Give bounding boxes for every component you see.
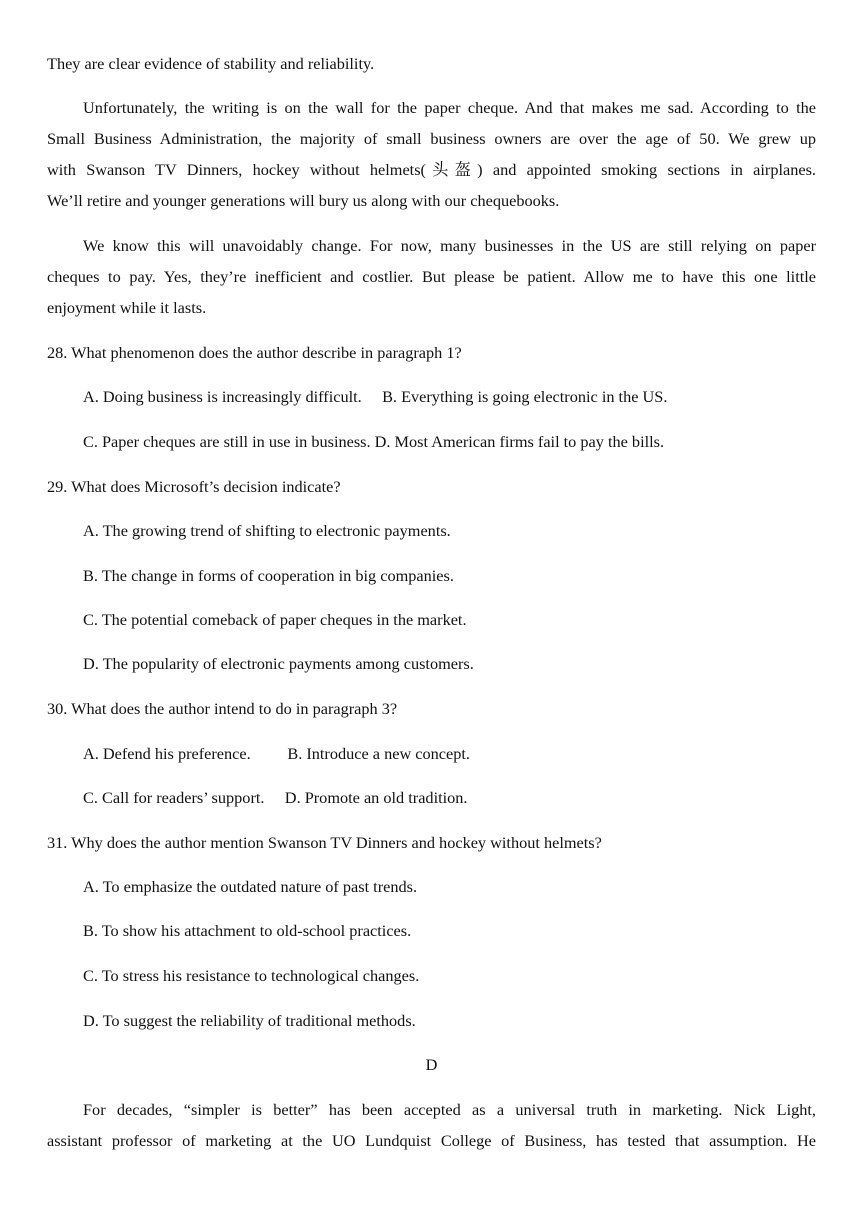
- answer-option: C. Paper cheques are still in use in business. D. Most American firms fail to pay the bills.: [83, 432, 665, 451]
- answer-option: D. To suggest the reliability of traditional methods.: [83, 1011, 416, 1030]
- answer-option: C. Call for readers’ support. D. Promote an old tradition.: [83, 788, 468, 807]
- paragraph-line: cheques to pay. Yes, they’re inefficient and costlier. But please be patient. Allow me to have this one little: [47, 267, 816, 286]
- paragraph-line: Unfortunately, the writing is on the wall for the paper cheque. And that makes me sad. According to the: [83, 98, 816, 117]
- paragraph-line: Small Business Administration, the majority of small business owners are over the age of 50. We grew up: [47, 129, 816, 148]
- paragraph-line: enjoyment while it lasts.: [47, 298, 207, 317]
- answer-option: A. To emphasize the outdated nature of past trends.: [83, 877, 418, 896]
- section-heading: D: [425, 1055, 438, 1074]
- answer-option: B. To show his attachment to old-school practices.: [83, 921, 412, 940]
- answer-option: A. The growing trend of shifting to electronic payments.: [83, 521, 451, 540]
- paragraph-line: We’ll retire and younger generations will bury us along with our chequebooks.: [47, 191, 560, 210]
- paragraph-line: For decades, “simpler is better” has been accepted as a universal truth in marketing. Nick Light,: [83, 1100, 816, 1119]
- answer-option: A. Defend his preference. B. Introduce a new concept.: [83, 744, 470, 763]
- answer-option: C. To stress his resistance to technological changes.: [83, 966, 420, 985]
- answer-option: D. The popularity of electronic payments among customers.: [83, 654, 474, 673]
- answer-option: C. The potential comeback of paper cheques in the market.: [83, 610, 467, 629]
- paragraph-line: We know this will unavoidably change. For now, many businesses in the US are still relying on paper: [83, 236, 816, 255]
- question-stem: 28. What phenomenon does the author describe in paragraph 1?: [47, 343, 462, 362]
- question-stem: 31. Why does the author mention Swanson TV Dinners and hockey without helmets?: [47, 833, 602, 852]
- paragraph-end-line: They are clear evidence of stability and reliability.: [47, 54, 375, 73]
- answer-option: B. The change in forms of cooperation in big companies.: [83, 566, 454, 585]
- answer-option: A. Doing business is increasingly difficult. B. Everything is going electronic in the US.: [83, 387, 668, 406]
- paragraph-line: with Swanson TV Dinners, hockey without helmets(头盔) and appointed smoking sections in airplanes.: [47, 160, 816, 179]
- question-stem: 29. What does Microsoft’s decision indicate?: [47, 477, 341, 496]
- question-stem: 30. What does the author intend to do in paragraph 3?: [47, 699, 398, 718]
- paragraph-line: assistant professor of marketing at the UO Lundquist College of Business, has tested that assumption. He: [47, 1131, 816, 1150]
